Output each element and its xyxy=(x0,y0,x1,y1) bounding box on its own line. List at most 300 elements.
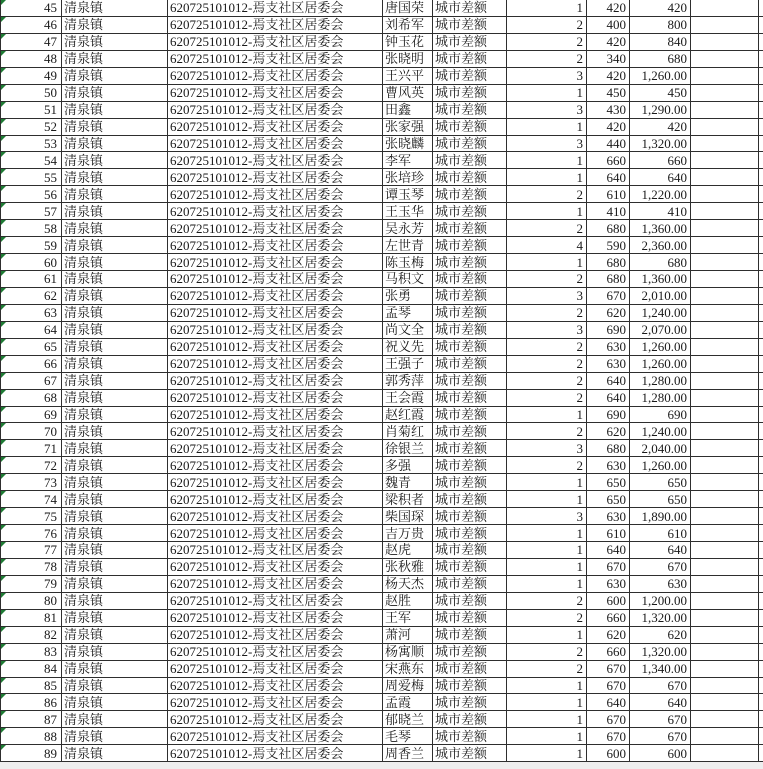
cell-empty[interactable] xyxy=(691,576,759,593)
cell-community-code[interactable] xyxy=(168,339,383,356)
cell-amount[interactable] xyxy=(587,356,630,373)
cell-total[interactable] xyxy=(630,694,691,711)
cell-person-name[interactable] xyxy=(383,373,433,390)
cell-empty[interactable] xyxy=(691,322,759,339)
cell-town[interactable] xyxy=(62,694,168,711)
cell-community-code[interactable] xyxy=(168,305,383,322)
cell-person-name[interactable] xyxy=(383,457,433,474)
cell-community-code[interactable] xyxy=(168,186,383,203)
cell-town[interactable] xyxy=(62,491,168,508)
cell-total[interactable] xyxy=(630,68,691,85)
cell-category[interactable] xyxy=(433,542,507,559)
cell-town[interactable] xyxy=(62,407,168,424)
cell-empty[interactable] xyxy=(691,491,759,508)
cell-amount[interactable] xyxy=(587,169,630,186)
cell-category[interactable] xyxy=(433,661,507,678)
cell-community-code[interactable] xyxy=(168,576,383,593)
cell-total[interactable] xyxy=(630,136,691,153)
cell-count[interactable] xyxy=(507,525,587,542)
cell-community-code[interactable] xyxy=(168,644,383,661)
cell-row-number[interactable] xyxy=(0,440,62,457)
cell-category[interactable] xyxy=(433,288,507,305)
cell-person-name[interactable] xyxy=(383,542,433,559)
cell-row-number[interactable] xyxy=(0,119,62,136)
cell-empty[interactable] xyxy=(691,610,759,627)
cell-count[interactable] xyxy=(507,102,587,119)
cell-person-name[interactable] xyxy=(383,220,433,237)
cell-community-code[interactable] xyxy=(168,474,383,491)
cell-person-name[interactable] xyxy=(383,68,433,85)
cell-row-number[interactable] xyxy=(0,423,62,440)
cell-empty[interactable] xyxy=(691,288,759,305)
cell-total[interactable] xyxy=(630,51,691,68)
cell-town[interactable] xyxy=(62,34,168,51)
cell-category[interactable] xyxy=(433,576,507,593)
cell-town[interactable] xyxy=(62,457,168,474)
cell-row-number[interactable] xyxy=(0,203,62,220)
cell-row-number[interactable] xyxy=(0,542,62,559)
cell-total[interactable] xyxy=(630,593,691,610)
cell-total[interactable] xyxy=(630,627,691,644)
cell-community-code[interactable] xyxy=(168,0,383,17)
cell-community-code[interactable] xyxy=(168,745,383,762)
cell-amount[interactable] xyxy=(587,288,630,305)
cell-category[interactable] xyxy=(433,102,507,119)
cell-community-code[interactable] xyxy=(168,17,383,34)
cell-count[interactable] xyxy=(507,119,587,136)
cell-count[interactable] xyxy=(507,678,587,695)
cell-category[interactable] xyxy=(433,322,507,339)
cell-category[interactable] xyxy=(433,711,507,728)
cell-amount[interactable] xyxy=(587,102,630,119)
cell-town[interactable] xyxy=(62,576,168,593)
cell-town[interactable] xyxy=(62,745,168,762)
cell-amount[interactable] xyxy=(587,728,630,745)
cell-amount[interactable] xyxy=(587,85,630,102)
cell-count[interactable] xyxy=(507,576,587,593)
cell-category[interactable] xyxy=(433,237,507,254)
cell-person-name[interactable] xyxy=(383,288,433,305)
cell-community-code[interactable] xyxy=(168,678,383,695)
cell-row-number[interactable] xyxy=(0,51,62,68)
cell-empty[interactable] xyxy=(691,440,759,457)
cell-town[interactable] xyxy=(62,169,168,186)
cell-empty[interactable] xyxy=(691,525,759,542)
cell-row-number[interactable] xyxy=(0,271,62,288)
cell-total[interactable] xyxy=(630,0,691,17)
cell-total[interactable] xyxy=(630,305,691,322)
cell-row-number[interactable] xyxy=(0,711,62,728)
cell-total[interactable] xyxy=(630,152,691,169)
cell-row-number[interactable] xyxy=(0,288,62,305)
cell-row-number[interactable] xyxy=(0,34,62,51)
cell-count[interactable] xyxy=(507,559,587,576)
cell-empty[interactable] xyxy=(691,68,759,85)
cell-total[interactable] xyxy=(630,576,691,593)
cell-row-number[interactable] xyxy=(0,169,62,186)
cell-total[interactable] xyxy=(630,525,691,542)
cell-amount[interactable] xyxy=(587,203,630,220)
cell-category[interactable] xyxy=(433,34,507,51)
cell-amount[interactable] xyxy=(587,0,630,17)
cell-row-number[interactable] xyxy=(0,85,62,102)
cell-town[interactable] xyxy=(62,661,168,678)
cell-count[interactable] xyxy=(507,508,587,525)
cell-total[interactable] xyxy=(630,119,691,136)
cell-count[interactable] xyxy=(507,610,587,627)
cell-row-number[interactable] xyxy=(0,593,62,610)
cell-community-code[interactable] xyxy=(168,85,383,102)
cell-count[interactable] xyxy=(507,373,587,390)
cell-community-code[interactable] xyxy=(168,237,383,254)
cell-total[interactable] xyxy=(630,661,691,678)
cell-person-name[interactable] xyxy=(383,559,433,576)
cell-town[interactable] xyxy=(62,390,168,407)
cell-count[interactable] xyxy=(507,322,587,339)
cell-amount[interactable] xyxy=(587,474,630,491)
cell-row-number[interactable] xyxy=(0,152,62,169)
cell-row-number[interactable] xyxy=(0,356,62,373)
cell-total[interactable] xyxy=(630,288,691,305)
cell-count[interactable] xyxy=(507,745,587,762)
cell-empty[interactable] xyxy=(691,0,759,17)
cell-category[interactable] xyxy=(433,339,507,356)
cell-category[interactable] xyxy=(433,440,507,457)
cell-row-number[interactable] xyxy=(0,627,62,644)
cell-amount[interactable] xyxy=(587,373,630,390)
cell-town[interactable] xyxy=(62,0,168,17)
cell-community-code[interactable] xyxy=(168,542,383,559)
cell-community-code[interactable] xyxy=(168,356,383,373)
cell-count[interactable] xyxy=(507,542,587,559)
cell-empty[interactable] xyxy=(691,390,759,407)
cell-total[interactable] xyxy=(630,457,691,474)
cell-amount[interactable] xyxy=(587,644,630,661)
cell-category[interactable] xyxy=(433,0,507,17)
cell-community-code[interactable] xyxy=(168,508,383,525)
cell-total[interactable] xyxy=(630,220,691,237)
cell-amount[interactable] xyxy=(587,457,630,474)
cell-count[interactable] xyxy=(507,0,587,17)
cell-community-code[interactable] xyxy=(168,407,383,424)
cell-amount[interactable] xyxy=(587,34,630,51)
cell-count[interactable] xyxy=(507,68,587,85)
cell-empty[interactable] xyxy=(691,593,759,610)
cell-town[interactable] xyxy=(62,440,168,457)
cell-category[interactable] xyxy=(433,136,507,153)
cell-community-code[interactable] xyxy=(168,119,383,136)
cell-total[interactable] xyxy=(630,390,691,407)
cell-row-number[interactable] xyxy=(0,474,62,491)
cell-amount[interactable] xyxy=(587,694,630,711)
cell-person-name[interactable] xyxy=(383,491,433,508)
cell-person-name[interactable] xyxy=(383,305,433,322)
cell-total[interactable] xyxy=(630,491,691,508)
cell-row-number[interactable] xyxy=(0,0,62,17)
cell-category[interactable] xyxy=(433,457,507,474)
cell-row-number[interactable] xyxy=(0,390,62,407)
cell-count[interactable] xyxy=(507,305,587,322)
cell-total[interactable] xyxy=(630,644,691,661)
cell-town[interactable] xyxy=(62,51,168,68)
cell-town[interactable] xyxy=(62,102,168,119)
cell-total[interactable] xyxy=(630,745,691,762)
cell-person-name[interactable] xyxy=(383,728,433,745)
cell-empty[interactable] xyxy=(691,203,759,220)
cell-total[interactable] xyxy=(630,186,691,203)
cell-person-name[interactable] xyxy=(383,661,433,678)
cell-empty[interactable] xyxy=(691,152,759,169)
cell-category[interactable] xyxy=(433,373,507,390)
cell-category[interactable] xyxy=(433,559,507,576)
cell-total[interactable] xyxy=(630,508,691,525)
cell-count[interactable] xyxy=(507,356,587,373)
cell-amount[interactable] xyxy=(587,119,630,136)
cell-total[interactable] xyxy=(630,728,691,745)
cell-person-name[interactable] xyxy=(383,711,433,728)
cell-row-number[interactable] xyxy=(0,559,62,576)
cell-category[interactable] xyxy=(433,271,507,288)
cell-count[interactable] xyxy=(507,339,587,356)
cell-amount[interactable] xyxy=(587,322,630,339)
cell-count[interactable] xyxy=(507,627,587,644)
cell-person-name[interactable] xyxy=(383,627,433,644)
cell-total[interactable] xyxy=(630,271,691,288)
cell-person-name[interactable] xyxy=(383,51,433,68)
cell-empty[interactable] xyxy=(691,373,759,390)
cell-empty[interactable] xyxy=(691,694,759,711)
cell-count[interactable] xyxy=(507,390,587,407)
cell-total[interactable] xyxy=(630,254,691,271)
cell-person-name[interactable] xyxy=(383,644,433,661)
cell-community-code[interactable] xyxy=(168,203,383,220)
cell-town[interactable] xyxy=(62,508,168,525)
cell-total[interactable] xyxy=(630,356,691,373)
cell-count[interactable] xyxy=(507,51,587,68)
cell-count[interactable] xyxy=(507,423,587,440)
cell-empty[interactable] xyxy=(691,711,759,728)
cell-row-number[interactable] xyxy=(0,373,62,390)
cell-person-name[interactable] xyxy=(383,356,433,373)
cell-row-number[interactable] xyxy=(0,644,62,661)
cell-count[interactable] xyxy=(507,271,587,288)
cell-count[interactable] xyxy=(507,661,587,678)
cell-town[interactable] xyxy=(62,288,168,305)
cell-category[interactable] xyxy=(433,220,507,237)
cell-town[interactable] xyxy=(62,68,168,85)
cell-total[interactable] xyxy=(630,440,691,457)
cell-person-name[interactable] xyxy=(383,254,433,271)
cell-row-number[interactable] xyxy=(0,339,62,356)
cell-community-code[interactable] xyxy=(168,423,383,440)
cell-town[interactable] xyxy=(62,559,168,576)
cell-community-code[interactable] xyxy=(168,559,383,576)
cell-person-name[interactable] xyxy=(383,508,433,525)
cell-person-name[interactable] xyxy=(383,474,433,491)
cell-category[interactable] xyxy=(433,85,507,102)
cell-total[interactable] xyxy=(630,322,691,339)
cell-amount[interactable] xyxy=(587,711,630,728)
cell-empty[interactable] xyxy=(691,474,759,491)
cell-empty[interactable] xyxy=(691,237,759,254)
cell-category[interactable] xyxy=(433,508,507,525)
cell-community-code[interactable] xyxy=(168,152,383,169)
cell-count[interactable] xyxy=(507,220,587,237)
cell-person-name[interactable] xyxy=(383,745,433,762)
cell-town[interactable] xyxy=(62,305,168,322)
cell-row-number[interactable] xyxy=(0,102,62,119)
cell-town[interactable] xyxy=(62,85,168,102)
cell-amount[interactable] xyxy=(587,17,630,34)
cell-person-name[interactable] xyxy=(383,0,433,17)
cell-row-number[interactable] xyxy=(0,68,62,85)
cell-town[interactable] xyxy=(62,356,168,373)
cell-empty[interactable] xyxy=(691,457,759,474)
cell-town[interactable] xyxy=(62,322,168,339)
cell-category[interactable] xyxy=(433,694,507,711)
cell-category[interactable] xyxy=(433,474,507,491)
cell-person-name[interactable] xyxy=(383,593,433,610)
cell-amount[interactable] xyxy=(587,68,630,85)
cell-empty[interactable] xyxy=(691,136,759,153)
cell-amount[interactable] xyxy=(587,271,630,288)
cell-category[interactable] xyxy=(433,203,507,220)
cell-empty[interactable] xyxy=(691,85,759,102)
cell-category[interactable] xyxy=(433,678,507,695)
cell-empty[interactable] xyxy=(691,186,759,203)
cell-person-name[interactable] xyxy=(383,102,433,119)
cell-person-name[interactable] xyxy=(383,339,433,356)
cell-count[interactable] xyxy=(507,474,587,491)
cell-community-code[interactable] xyxy=(168,51,383,68)
cell-empty[interactable] xyxy=(691,102,759,119)
cell-person-name[interactable] xyxy=(383,136,433,153)
cell-amount[interactable] xyxy=(587,254,630,271)
cell-total[interactable] xyxy=(630,373,691,390)
cell-community-code[interactable] xyxy=(168,491,383,508)
cell-empty[interactable] xyxy=(691,339,759,356)
cell-total[interactable] xyxy=(630,17,691,34)
cell-community-code[interactable] xyxy=(168,457,383,474)
cell-amount[interactable] xyxy=(587,390,630,407)
cell-empty[interactable] xyxy=(691,728,759,745)
cell-community-code[interactable] xyxy=(168,661,383,678)
cell-person-name[interactable] xyxy=(383,576,433,593)
cell-amount[interactable] xyxy=(587,610,630,627)
cell-town[interactable] xyxy=(62,542,168,559)
cell-empty[interactable] xyxy=(691,271,759,288)
cell-row-number[interactable] xyxy=(0,254,62,271)
cell-amount[interactable] xyxy=(587,136,630,153)
cell-total[interactable] xyxy=(630,423,691,440)
cell-total[interactable] xyxy=(630,711,691,728)
cell-community-code[interactable] xyxy=(168,373,383,390)
cell-empty[interactable] xyxy=(691,559,759,576)
cell-category[interactable] xyxy=(433,119,507,136)
cell-amount[interactable] xyxy=(587,576,630,593)
cell-empty[interactable] xyxy=(691,407,759,424)
cell-town[interactable] xyxy=(62,423,168,440)
cell-row-number[interactable] xyxy=(0,728,62,745)
cell-category[interactable] xyxy=(433,356,507,373)
cell-community-code[interactable] xyxy=(168,102,383,119)
cell-row-number[interactable] xyxy=(0,576,62,593)
cell-amount[interactable] xyxy=(587,678,630,695)
cell-amount[interactable] xyxy=(587,542,630,559)
cell-community-code[interactable] xyxy=(168,271,383,288)
cell-count[interactable] xyxy=(507,644,587,661)
cell-amount[interactable] xyxy=(587,305,630,322)
cell-town[interactable] xyxy=(62,119,168,136)
cell-town[interactable] xyxy=(62,271,168,288)
cell-town[interactable] xyxy=(62,339,168,356)
cell-count[interactable] xyxy=(507,34,587,51)
cell-empty[interactable] xyxy=(691,644,759,661)
cell-town[interactable] xyxy=(62,237,168,254)
cell-community-code[interactable] xyxy=(168,694,383,711)
cell-total[interactable] xyxy=(630,610,691,627)
cell-category[interactable] xyxy=(433,68,507,85)
cell-category[interactable] xyxy=(433,610,507,627)
cell-town[interactable] xyxy=(62,525,168,542)
cell-category[interactable] xyxy=(433,627,507,644)
cell-row-number[interactable] xyxy=(0,136,62,153)
cell-category[interactable] xyxy=(433,644,507,661)
cell-amount[interactable] xyxy=(587,407,630,424)
cell-town[interactable] xyxy=(62,711,168,728)
cell-empty[interactable] xyxy=(691,356,759,373)
cell-community-code[interactable] xyxy=(168,288,383,305)
cell-amount[interactable] xyxy=(587,339,630,356)
cell-community-code[interactable] xyxy=(168,322,383,339)
cell-amount[interactable] xyxy=(587,593,630,610)
cell-person-name[interactable] xyxy=(383,169,433,186)
cell-town[interactable] xyxy=(62,728,168,745)
cell-community-code[interactable] xyxy=(168,34,383,51)
cell-person-name[interactable] xyxy=(383,423,433,440)
cell-person-name[interactable] xyxy=(383,34,433,51)
cell-amount[interactable] xyxy=(587,559,630,576)
cell-count[interactable] xyxy=(507,288,587,305)
cell-count[interactable] xyxy=(507,203,587,220)
cell-count[interactable] xyxy=(507,694,587,711)
cell-person-name[interactable] xyxy=(383,610,433,627)
cell-row-number[interactable] xyxy=(0,525,62,542)
cell-total[interactable] xyxy=(630,34,691,51)
cell-amount[interactable] xyxy=(587,423,630,440)
cell-total[interactable] xyxy=(630,339,691,356)
cell-person-name[interactable] xyxy=(383,85,433,102)
cell-community-code[interactable] xyxy=(168,254,383,271)
cell-community-code[interactable] xyxy=(168,220,383,237)
cell-town[interactable] xyxy=(62,474,168,491)
cell-person-name[interactable] xyxy=(383,237,433,254)
cell-total[interactable] xyxy=(630,678,691,695)
cell-category[interactable] xyxy=(433,491,507,508)
cell-empty[interactable] xyxy=(691,508,759,525)
cell-empty[interactable] xyxy=(691,119,759,136)
cell-empty[interactable] xyxy=(691,169,759,186)
cell-row-number[interactable] xyxy=(0,186,62,203)
cell-empty[interactable] xyxy=(691,627,759,644)
cell-count[interactable] xyxy=(507,593,587,610)
cell-row-number[interactable] xyxy=(0,694,62,711)
cell-category[interactable] xyxy=(433,152,507,169)
cell-community-code[interactable] xyxy=(168,593,383,610)
cell-row-number[interactable] xyxy=(0,305,62,322)
cell-row-number[interactable] xyxy=(0,220,62,237)
cell-empty[interactable] xyxy=(691,423,759,440)
